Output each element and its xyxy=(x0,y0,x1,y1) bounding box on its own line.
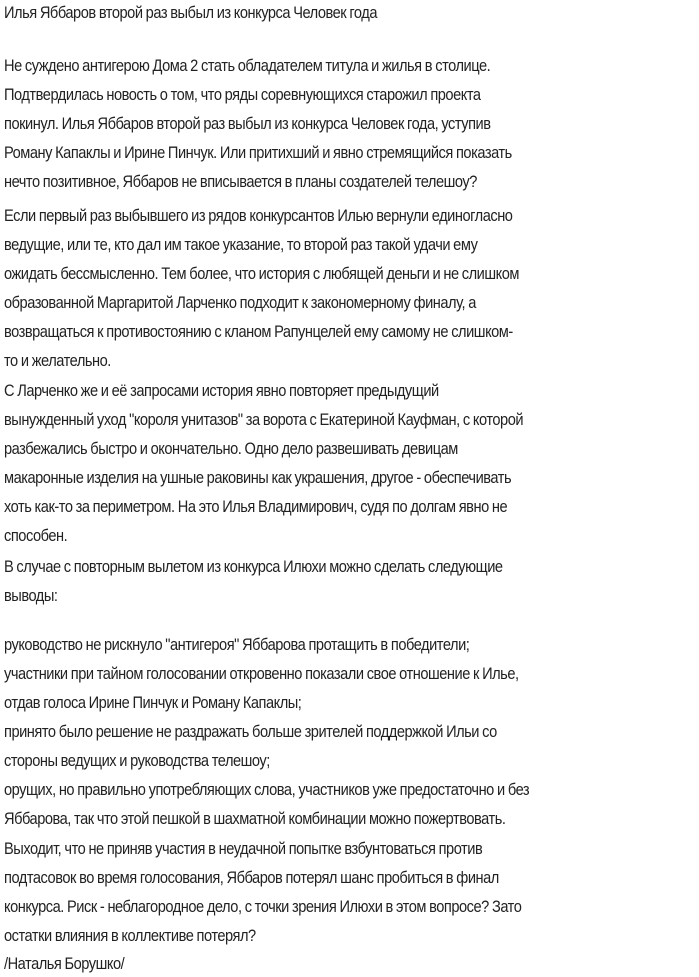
text-line: В случае с повторным вылетом из конкурса Илюхи можно сделать следующие xyxy=(4,557,503,576)
text-line: Не суждено антигерою Дома 2 стать обладателем титула и жилья в столице. xyxy=(4,56,491,75)
conclusions-list xyxy=(4,630,615,833)
text-line: способен. xyxy=(4,526,68,545)
paragraph-intro xyxy=(4,51,594,196)
text-line: разбежались быстро и окончательно. Одно дело развешивать девицам xyxy=(4,439,458,458)
text-line: остатки влияния в коллективе потерял? xyxy=(4,926,256,945)
text-line: возвращаться к противостоянию с кланом Рапунцелей ему самому не слишком- xyxy=(4,322,513,341)
text-line: подтасовок во время голосования, Яббаров потерял шанс пробиться в финал xyxy=(4,868,499,887)
list-line: стороны ведущих и руководства телешоу; xyxy=(4,751,270,770)
text-line: С Ларченко же и её запросами история явно повторяет предыдущий xyxy=(4,381,439,400)
text-line: Подтвердилась новость о том, что ряды соревнующихся старожил проекта xyxy=(4,85,481,104)
text-line: хоть как-то за периметром. На это Илья Владимирович, судя по долгам явно не xyxy=(4,497,508,516)
text-line: макаронные изделия на ушные раковины как украшения, другое - обеспечивать xyxy=(4,468,512,487)
text-line: выводы: xyxy=(4,586,58,605)
text-line: образованной Маргаритой Ларченко подходит к закономерному финалу, а xyxy=(4,293,476,312)
list-line: принято было решение не раздражать больше зрителей поддержкой Ильи со xyxy=(4,722,497,741)
list-line: участники при тайном голосовании откровенно показали свое отношение к Илье, xyxy=(4,664,519,683)
text-line: Если первый раз выбывшего из рядов конкурсантов Илью вернули единогласно xyxy=(4,206,513,225)
text-line: Роману Капаклы и Ирине Пинчук. Или притихший и явно стремящийся показать xyxy=(4,143,512,162)
title-text: Илья Яббаров второй раз выбыл из конкурса Человек года xyxy=(4,3,377,22)
list-line: орущих, но правильно употребляющих слова, участников уже предостаточно и без xyxy=(4,780,530,799)
author-signature: /Наталья Борушко/ xyxy=(4,954,125,973)
text-line: конкурса. Риск - неблагородное дело, с точки зрения Илюхи в этом вопросе? Зато xyxy=(4,897,522,916)
text-line: покинул. Илья Яббаров второй раз выбыл из конкурса Человек года, уступив xyxy=(4,114,491,133)
text-line: ведущие, или те, кто дал им такое указание, то второй раз такой удачи ему xyxy=(4,235,478,254)
text-line: Выходит, что не приняв участия в неудачной попытке взбунтоваться против xyxy=(4,839,483,858)
list-line: руководство не рискнуло "антигероя" Яббарова протащить в победители; xyxy=(4,635,470,654)
list-line: Яббарова, так что этой пешкой в шахматной комбинации можно пожертвовать. xyxy=(4,809,506,828)
text-line: нечто позитивное, Яббаров не вписывается в планы создателей телешоу? xyxy=(4,172,477,191)
text-line: вынужденный уход "короля унитазов" за ворота с Екатериной Кауфман, с которой xyxy=(4,410,524,429)
paragraph-second xyxy=(4,201,603,375)
list-line: отдав голоса Ирине Пинчук и Роману Капаклы; xyxy=(4,693,302,712)
text-line: ожидать бессмысленно. Тем более, что история с любящей деньги и не слишком xyxy=(4,264,519,283)
text-line: то и желательно. xyxy=(4,351,111,370)
paragraph-final xyxy=(4,834,606,977)
paragraph-third xyxy=(4,376,608,550)
article-title xyxy=(4,0,438,27)
paragraph-conclusions-intro xyxy=(4,552,584,610)
